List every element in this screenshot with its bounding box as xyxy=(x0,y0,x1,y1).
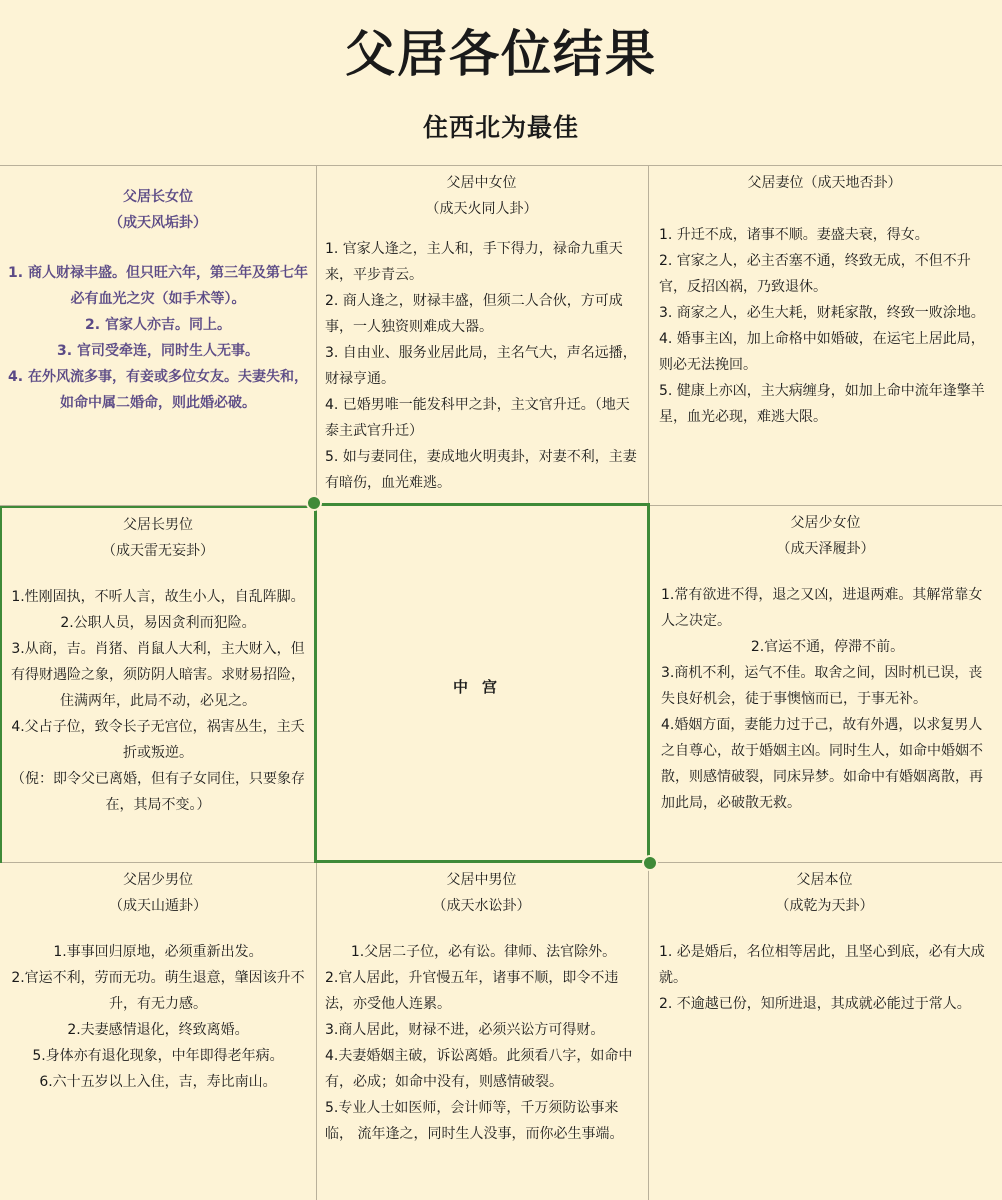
list-item: 1. 官家人逢之，主人和，手下得力，禄命九重天来，平步青云。 xyxy=(325,241,623,283)
list-item: 2. 商人逢之，财禄丰盛，但须二人合伙，方可成事，一人独资则难成大器。 xyxy=(325,293,623,335)
header xyxy=(0,0,1002,166)
list-item: 1.性刚固执，不听人言，故生小人，自乱阵脚。 xyxy=(11,589,305,605)
cell-list xyxy=(655,222,994,430)
cell-hexagram: （成天风垢卦） xyxy=(109,215,207,231)
cell-title: 父居少女位 xyxy=(790,515,861,531)
cell-title: 父居中女位 xyxy=(446,175,517,191)
cell-list xyxy=(8,584,308,818)
cell-youngest-son xyxy=(0,863,316,1200)
cell-title: 父居长女位 xyxy=(123,189,193,205)
list-item: 2.官运不通，停滞不前。 xyxy=(750,639,905,655)
cell-hexagram: （成乾为天卦） xyxy=(775,898,874,914)
list-item: 2.官运不利，劳而无功。萌生退意，肇因该升不升，有无力感。 xyxy=(11,970,305,1012)
cell-list xyxy=(655,939,994,1017)
list-item: 2.公职人员，易因贪利而犯险。 xyxy=(60,615,256,631)
list-item: 5.专业人士如医师，会计师等，千万须防讼事来临， 流年逢之，同时生人没事，而你必生事端。 xyxy=(325,1100,624,1142)
list-item: 5. 健康上亦凶，主大病缠身，如加上命中流年逢擎羊星，血光必现，难逃大限。 xyxy=(659,383,985,425)
list-item: 6.六十五岁以上入住，吉，寿比南山。 xyxy=(39,1074,277,1090)
cell-eldest-daughter xyxy=(0,166,316,505)
cell-own-position xyxy=(649,863,1002,1200)
cell-title: 父居中男位 xyxy=(446,872,517,888)
list-item: 2. 官家人亦吉。同上。 xyxy=(85,317,231,333)
list-item: 1.常有欲进不得，退之又凶，进退两难。其解常靠女人之决定。 xyxy=(661,587,983,629)
cell-middle-daughter xyxy=(317,166,648,505)
list-item: 5. 如与妻同住，妻成地火明夷卦，对妻不利，主妻有暗伤，血光难逃。 xyxy=(325,449,637,491)
list-item: 1. 商人财禄丰盛。但只旺六年，第三年及第七年必有血光之灾（如手术等）。 xyxy=(8,265,308,307)
list-item: 1. 升迁不成，诸事不顺。妻盛夫衰，得女。 xyxy=(659,227,929,243)
cell-hexagram: （成天山遁卦） xyxy=(109,898,207,914)
list-item: 5.身体亦有退化现象，中年即得老年病。 xyxy=(32,1048,284,1064)
cell-list xyxy=(321,939,642,1147)
cell-title: 父居妻位（成天地否卦） xyxy=(747,175,902,191)
list-item: 3. 商家之人，必生大耗，财耗家散，终致一败涂地。 xyxy=(659,305,985,321)
cell-eldest-son xyxy=(2,508,314,862)
cell-hexagram: （成天火同人卦） xyxy=(425,201,538,217)
list-item: 4. 在外风流多事，有妾或多位女友。夫妻失和，如命中属二婚命，则此婚必破。 xyxy=(8,369,308,411)
list-item: 3. 自由业、服务业居此局，主名气大，声名远播，财禄亨通。 xyxy=(325,345,637,387)
list-item: （倪：即令父已离婚，但有子女同住，只要象存在，其局不变。） xyxy=(11,771,305,813)
cell-list xyxy=(6,260,310,416)
cell-hexagram: （成天水讼卦） xyxy=(432,898,531,914)
cell-middle-son xyxy=(317,863,648,1200)
list-item: 2.夫妻感情退化，终致离婚。 xyxy=(67,1022,249,1038)
center-label: 中宫 xyxy=(452,678,511,696)
page-title: 父居各位结果 xyxy=(345,25,657,83)
list-item: 4.父占子位，致令长子无宫位，祸害丛生，主夭折或叛逆。 xyxy=(11,719,305,761)
list-item: 3. 官司受牵连，同时生人无事。 xyxy=(57,343,259,359)
corner-dot xyxy=(306,495,322,511)
cell-list xyxy=(657,582,994,816)
list-item: 1. 必是婚后，名位相等居此，且坚心到底，必有大成就。 xyxy=(659,944,985,986)
list-item: 4.夫妻婚姻主破，诉讼离婚。此须看八字，如命中有，必成；如命中没有，则感情破裂。 xyxy=(325,1048,633,1090)
list-item: 4. 已婚男唯一能发科甲之卦，主文官升迁。（地天泰主武官升迁） xyxy=(325,397,630,439)
list-item: 4. 婚事主凶，加上命格中如婚破，在运宅上居此局，则必无法挽回。 xyxy=(659,331,985,373)
cell-hexagram: （成天泽履卦） xyxy=(776,541,875,557)
cell-list xyxy=(6,939,310,1095)
cell-list xyxy=(321,236,642,496)
cell-title: 父居长男位 xyxy=(123,517,193,533)
center-palace xyxy=(314,503,650,863)
page-subtitle: 住西北为最佳 xyxy=(422,113,579,142)
cell-title: 父居少男位 xyxy=(123,872,193,888)
list-item: 1.事事回归原地，必须重新出发。 xyxy=(53,944,263,960)
list-item: 3.商人居此，财禄不进，必须兴讼方可得财。 xyxy=(325,1022,605,1038)
list-item: 2. 不逾越已份，知所进退，其成就必能过于常人。 xyxy=(659,996,971,1012)
list-item: 1.父居二子位，必有讼。律师、法官除外。 xyxy=(350,944,617,960)
cell-wife xyxy=(649,166,1002,505)
list-item: 2. 官家之人，必主否塞不通，终致无成，不但不升官，反招凶祸，乃致退休。 xyxy=(659,253,971,295)
cell-youngest-daughter xyxy=(651,506,1002,862)
cell-title: 父居本位 xyxy=(796,872,853,888)
list-item: 4.婚姻方面，妻能力过于己，故有外遇，以求复男人之自尊心，故于婚姻主凶。同时生人，如命中婚姻不散，则感情破裂，同床异梦。如命中有婚姻离散，再加此局，必破散无救。 xyxy=(661,717,983,811)
list-item: 2.官人居此，升官慢五年，诸事不顺，即令不违法，亦受他人连累。 xyxy=(325,970,619,1012)
list-item: 3.从商，吉。肖猪、肖鼠人大利，主大财入，但有得财遇险之象，须防阴人暗害。求财易招险，住满两年，此局不动，必见之。 xyxy=(11,641,305,709)
list-item: 3.商机不利，运气不佳。取舍之间，因时机已误，丧失良好机会，徒于事懊恼而已，于事无补。 xyxy=(661,665,983,707)
cell-hexagram: （成天雷无妄卦） xyxy=(102,543,214,559)
